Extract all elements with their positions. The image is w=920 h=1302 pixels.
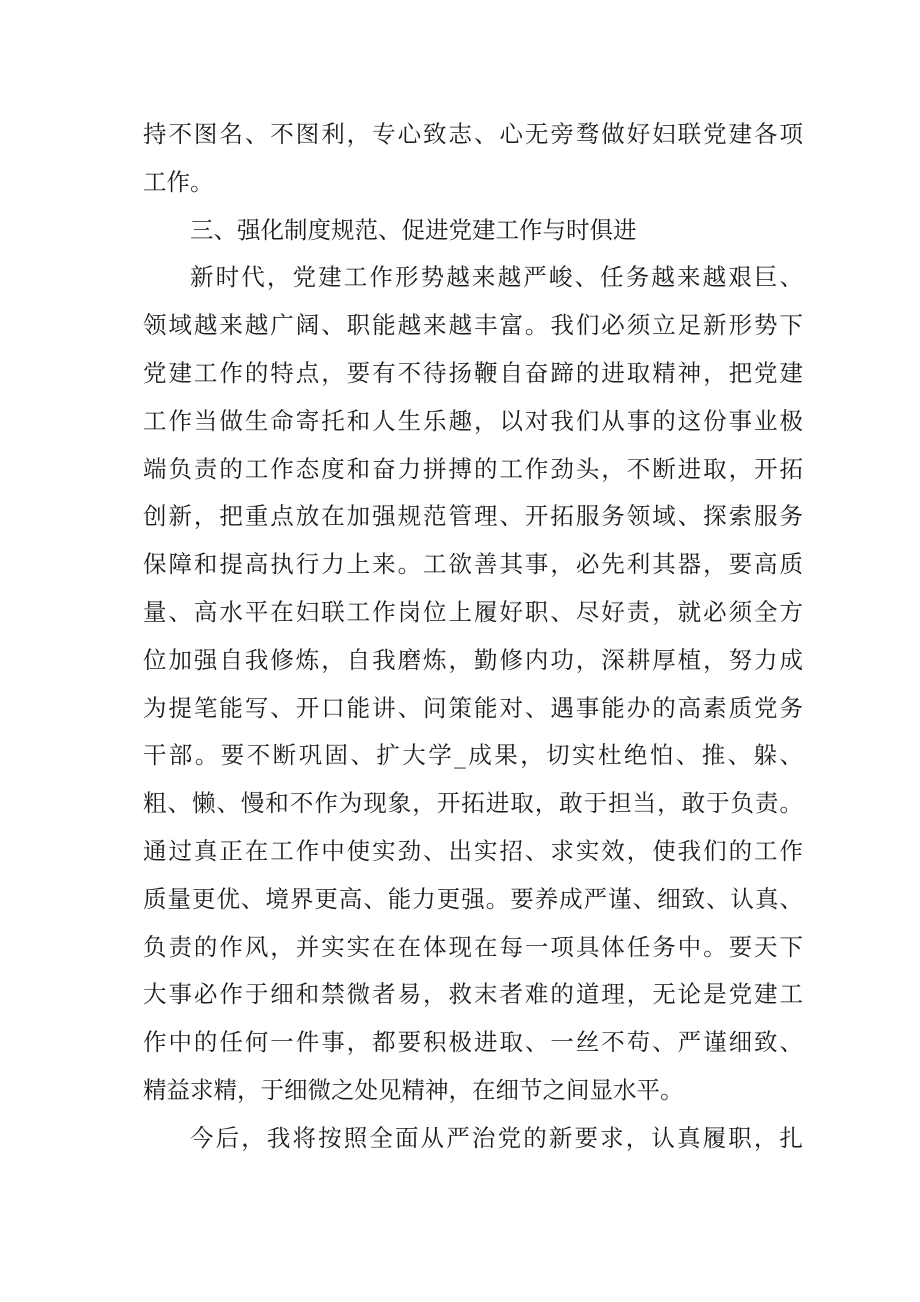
text-line: 质量更优、境界更高、能力更强。要养成严谨、细致、认真、 (143, 884, 803, 913)
text-line: 位加强自我修炼，自我磨炼，勤修内功，深耕厚植，努力成 (143, 645, 803, 674)
paragraph-section-three-body (143, 254, 803, 1114)
text-line: 通过真正在工作中使实劲、出实招、求实效，使我们的工作 (143, 836, 803, 865)
text-line: 负责的作风，并实实在在体现在每一项具体任务中。要天下 (143, 932, 803, 961)
text-line: 作中的任何一件事，都要积极进取、一丝不苟、严谨细致、 (143, 1028, 803, 1057)
text-line: 领域越来越广阔、职能越来越丰富。我们必须立足新形势下 (143, 311, 803, 340)
text-line: 大事必作于细和禁微者易，救末者难的道理，无论是党建工 (143, 980, 803, 1009)
text-line: 党建工作的特点，要有不待扬鞭自奋蹄的进取精神，把党建 (143, 358, 803, 387)
text-line: 粗、懒、慢和不作为现象，开拓进取，敢于担当，敢于负责。 (143, 789, 803, 818)
text-line: 持不图名、不图利，专心致志、心无旁骛做好妇联党建各项 (143, 120, 803, 148)
text-line: 保障和提高执行力上来。工欲善其事，必先利其器，要高质 (143, 550, 803, 579)
text-line: 量、高水平在妇联工作岗位上履好职、尽好责，就必须全方 (143, 597, 803, 626)
text-line: 端负责的工作态度和奋力拼搏的工作劲头，不断进取，开拓 (143, 454, 803, 483)
document-body (143, 111, 803, 1163)
heading-text: 三、强化制度规范、促进党建工作与时俱进 (190, 215, 637, 244)
text-line: 创新，把重点放在加强规范管理、开拓服务领域、探索服务 (143, 502, 803, 531)
text-line: 工作。 (143, 167, 214, 196)
section-heading (143, 207, 803, 255)
text-line: 精益求精，于细微之处见精神，在细节之间显水平。 (143, 1075, 684, 1104)
text-line: 干部。要不断巩固、扩大学_成果，切实杜绝怕、推、躲、 (143, 741, 803, 770)
text-line: 新时代，党建工作形势越来越严峻、任务越来越艰巨、 (190, 263, 803, 292)
paragraph-closing-start (143, 1115, 803, 1163)
paragraph-intro-continuation (143, 111, 803, 207)
text-line: 为提笔能写、开口能讲、问策能对、遇事能办的高素质党务 (143, 693, 803, 722)
text-line: 工作当做生命寄托和人生乐趣，以对我们从事的这份事业极 (143, 406, 803, 435)
text-line: 今后，我将按照全面从严治党的新要求，认真履职，扎 (190, 1123, 803, 1152)
